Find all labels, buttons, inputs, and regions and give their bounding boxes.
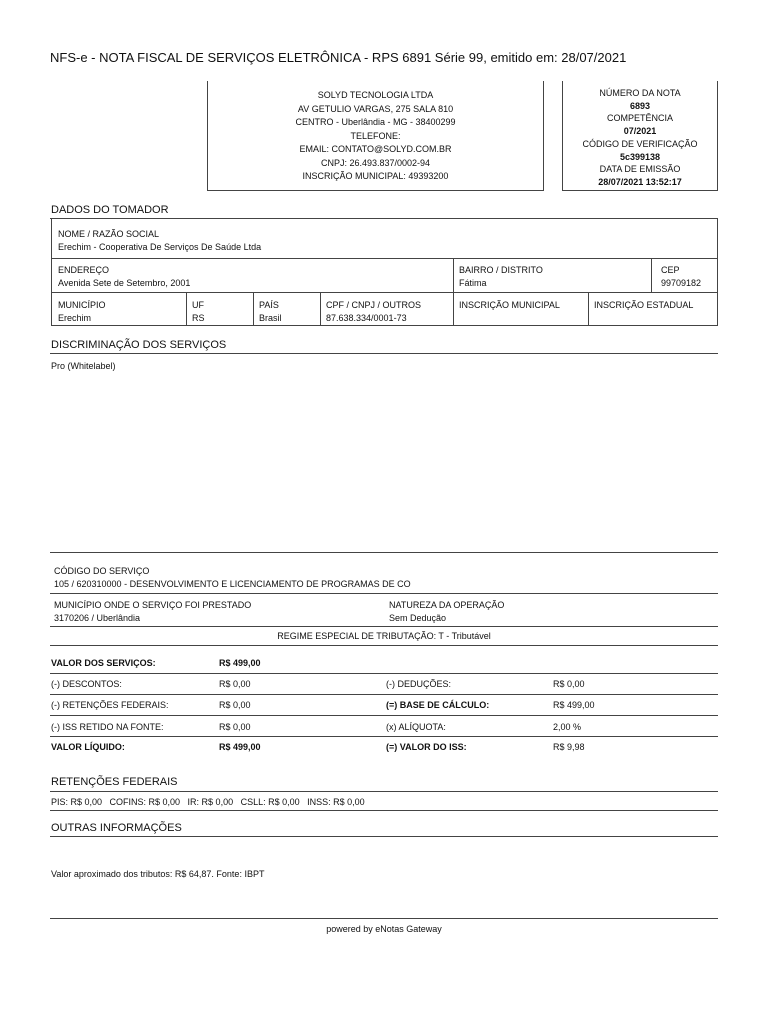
issuer-block [208, 89, 543, 184]
tax-regime-rule [50, 645, 718, 646]
tax-rate-label: (x) ALÍQUOTA: [386, 722, 446, 732]
issuer-box-right-border [543, 81, 544, 191]
federal-retentions-rule [50, 791, 718, 792]
tomador-district: Fátima [459, 278, 487, 288]
tomador-name-label: NOME / RAZÃO SOCIAL [58, 229, 160, 239]
calculation-base-label: (=) BASE DE CÁLCULO: [386, 700, 490, 710]
issuer-cnpj: CNPJ: 26.493.837/0002-94 [320, 157, 431, 168]
issuer-phone: TELEFONE: [350, 130, 401, 141]
tomador-cell-divider [253, 292, 254, 326]
footer-rule [50, 918, 718, 919]
service-code: 105 / 620310000 - DESENVOLVIMENTO E LICENCIAMENTO DE PROGRAMAS DE CO [54, 579, 411, 589]
other-info-rule [50, 836, 718, 837]
values-rule [50, 715, 718, 716]
tax-regime: REGIME ESPECIAL DE TRIBUTAÇÃO: T - Tributável [277, 631, 491, 641]
other-info-text: Valor aproximado dos tributos: R$ 64,87. Fonte: IBPT [51, 869, 265, 879]
service-code-rule [50, 593, 718, 594]
tomador-country: Brasil [259, 313, 282, 323]
tomador-name: Erechim - Cooperativa De Serviços De Saúde Ltda [58, 242, 262, 252]
service-city-rule [50, 626, 718, 627]
values-rule [50, 694, 718, 695]
tomador-table-left-border [51, 219, 52, 326]
issuer-name: SOLYD TECNOLOGIA LTDA [317, 90, 434, 100]
net-value-label: VALOR LÍQUIDO: [51, 742, 125, 752]
tomador-section-rule [50, 218, 718, 219]
iss-withheld-value: R$ 0,00 [219, 722, 251, 732]
tomador-address: Avenida Sete de Setembro, 2001 [58, 278, 191, 288]
tomador-cell-divider [453, 292, 454, 326]
federal-retentions-label: (-) RETENÇÕES FEDERAIS: [51, 700, 169, 710]
tax-rate-value: 2,00 % [553, 722, 582, 732]
values-rule [50, 673, 718, 674]
tomador-uf-label: UF [192, 300, 204, 310]
tomador-section-title: DADOS DO TOMADOR [51, 204, 169, 216]
issuer-address: AV GETULIO VARGAS, 275 SALA 810 [297, 103, 454, 114]
operation-nature-label: NATUREZA DA OPERAÇÃO [389, 600, 505, 610]
federal-retentions-value: R$ 0,00 [219, 700, 251, 710]
tomador-cell-divider [320, 292, 321, 326]
note-info-block [563, 87, 717, 189]
iss-value: R$ 9,98 [553, 742, 585, 752]
deductions-value: R$ 0,00 [553, 679, 585, 689]
other-info-section-title: OUTRAS INFORMAÇÕES [51, 822, 182, 834]
discounts-value: R$ 0,00 [219, 679, 251, 689]
verification-code: 5c399138 [619, 151, 661, 162]
iss-value-label: (=) VALOR DO ISS: [386, 742, 467, 752]
values-rule [50, 736, 718, 737]
issuer-municipal-registration: INSCRIÇÃO MUNICIPAL: 49393200 [302, 171, 449, 181]
federal-retentions-section-title: RETENÇÕES FEDERAIS [51, 776, 178, 788]
iss-withheld-label: (-) ISS RETIDO NA FONTE: [51, 722, 164, 732]
tomador-table-bottom-border [51, 325, 718, 326]
footer-text: powered by eNotas Gateway [326, 924, 442, 934]
service-city: 3170206 / Uberlândia [54, 613, 141, 623]
tomador-cep-label: CEP [661, 265, 680, 275]
issuer-box-bottom-border [207, 190, 544, 191]
tomador-cell-divider [651, 258, 652, 292]
service-city-label: MUNICÍPIO ONDE O SERVIÇO FOI PRESTADO [54, 600, 252, 610]
operation-nature: Sem Dedução [389, 613, 447, 623]
tomador-district-label: BAIRRO / DISTRITO [459, 265, 543, 275]
federal-retentions-text: PIS: R$ 0,00 COFINS: R$ 0,00 IR: R$ 0,00 CSLL: R$ 0,00 INSS: R$ 0,00 [51, 797, 365, 807]
tomador-cell-divider [186, 292, 187, 326]
service-value: R$ 499,00 [219, 658, 261, 668]
tomador-table-right-border [717, 219, 718, 326]
tomador-row-divider-1 [51, 258, 718, 259]
tomador-country-label: PAÍS [259, 300, 279, 310]
discounts-label: (-) DESCONTOS: [51, 679, 122, 689]
tomador-municipal-registration-label: INSCRIÇÃO MUNICIPAL [459, 300, 560, 310]
competence-value: 07/2021 [623, 126, 657, 137]
issuer-city: CENTRO - Uberlândia - MG - 38400299 [295, 117, 456, 127]
note-box-bottom-border [562, 190, 717, 191]
services-section-rule [50, 353, 718, 354]
service-value-label: VALOR DOS SERVIÇOS: [51, 658, 156, 668]
tomador-uf: RS [192, 313, 205, 323]
tomador-state-registration-label: INSCRIÇÃO ESTADUAL [594, 300, 694, 310]
note-number-label: NÚMERO DA NOTA [599, 88, 681, 98]
tomador-row-divider-2 [51, 292, 718, 293]
tomador-city: Erechim [58, 313, 92, 323]
tomador-city-label: MUNICÍPIO [58, 300, 106, 310]
competence-label: COMPETÊNCIA [606, 113, 673, 124]
service-code-label: CÓDIGO DO SERVIÇO [54, 566, 150, 576]
tomador-address-label: ENDEREÇO [58, 265, 110, 275]
calculation-base-value: R$ 499,00 [553, 700, 595, 710]
issue-date-label: DATA DE EMISSÃO [599, 164, 681, 175]
services-section-title: DISCRIMINAÇÃO DOS SERVIÇOS [51, 339, 227, 351]
note-box-right-border [717, 81, 718, 191]
services-block-rule [50, 552, 718, 553]
note-number: 6893 [629, 100, 651, 111]
federal-retentions-bottom-rule [50, 810, 718, 811]
tomador-cep: 99709182 [661, 278, 702, 288]
issuer-email: EMAIL: CONTATO@SOLYD.COM.BR [299, 144, 452, 154]
page-title: NFS-e - NOTA FISCAL DE SERVIÇOS ELETRÔNICA - RPS 6891 Série 99, emitido em: 28/07/2021 [50, 50, 627, 65]
net-value: R$ 499,00 [219, 742, 261, 752]
services-description: Pro (Whitelabel) [51, 361, 116, 371]
tomador-cell-divider [588, 292, 589, 326]
verification-code-label: CÓDIGO DE VERIFICAÇÃO [582, 138, 698, 149]
tomador-document-label: CPF / CNPJ / OUTROS [326, 300, 422, 310]
issue-date: 28/07/2021 13:52:17 [598, 176, 682, 187]
deductions-label: (-) DEDUÇÕES: [386, 679, 451, 689]
tomador-cell-divider [453, 258, 454, 292]
tomador-document: 87.638.334/0001-73 [326, 313, 407, 323]
